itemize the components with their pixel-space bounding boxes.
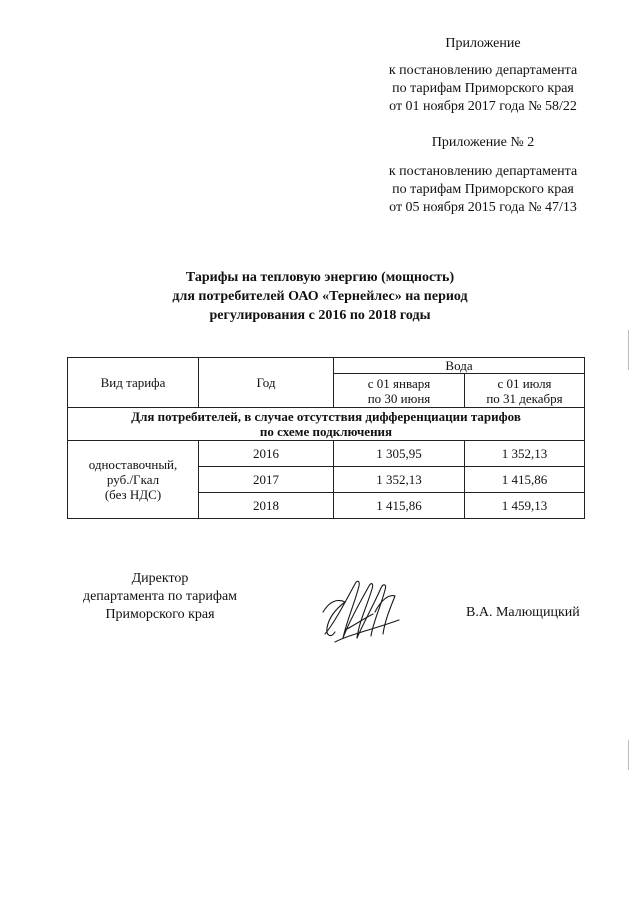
year-cell: 2016 [199, 441, 334, 467]
tariff-h1-cell: 1 352,13 [334, 467, 465, 493]
tariff-h2-cell: 1 415,86 [465, 467, 585, 493]
header-period-1: с 01 января по 30 июня [334, 374, 465, 408]
scan-edge-mark [628, 740, 629, 770]
appendix-1-title: Приложение [445, 36, 521, 51]
tariff-type-cell: одноставочный, руб./Гкал (без НДС) [68, 441, 199, 519]
signatory-position: Директор департамента по тарифам Приморского края [82, 571, 238, 622]
tariff-h1-cell: 1 305,95 [334, 441, 465, 467]
tariff-h2-cell: 1 352,13 [465, 441, 585, 467]
tariff-h1-cell: 1 415,86 [334, 493, 465, 519]
appendix-2-reference [360, 163, 606, 217]
header-year: Год [199, 358, 334, 408]
appendix-2-line: к постановлению департамента [388, 164, 578, 179]
appendix-2-line: по тарифам Приморского края [392, 182, 574, 197]
header-period-2: с 01 июля по 31 декабря [465, 374, 585, 408]
scan-edge-mark [628, 330, 629, 370]
appendix-2-title: Приложение № 2 [431, 135, 535, 150]
appendix-1-line: по тарифам Приморского края [392, 81, 574, 96]
tariff-table [67, 357, 585, 519]
document-title: Тарифы на тепловую энергию (мощность) для потребителей ОАО «Тернейлес» на период регулирования с 2016 по 2018 годы [172, 270, 468, 323]
appendix-1-reference [360, 62, 606, 116]
appendix-1-line: от 01 ноября 2017 года № 58/22 [389, 99, 577, 114]
year-cell: 2017 [199, 467, 334, 493]
header-water: Вода [334, 358, 585, 374]
consumer-group-row: Для потребителей, в случае отсутствия дифференциации тарифов по схеме подключения [68, 408, 585, 441]
signatory-name: В.А. Малющицкий [466, 605, 580, 620]
tariff-h2-cell: 1 459,13 [465, 493, 585, 519]
handwritten-signature [315, 572, 405, 647]
header-tariff-type: Вид тарифа [68, 358, 199, 408]
year-cell: 2018 [199, 493, 334, 519]
appendix-2-line: от 05 ноября 2015 года № 47/13 [389, 200, 577, 215]
table-row [68, 441, 585, 467]
appendix-1-line: к постановлению департамента [388, 63, 578, 78]
